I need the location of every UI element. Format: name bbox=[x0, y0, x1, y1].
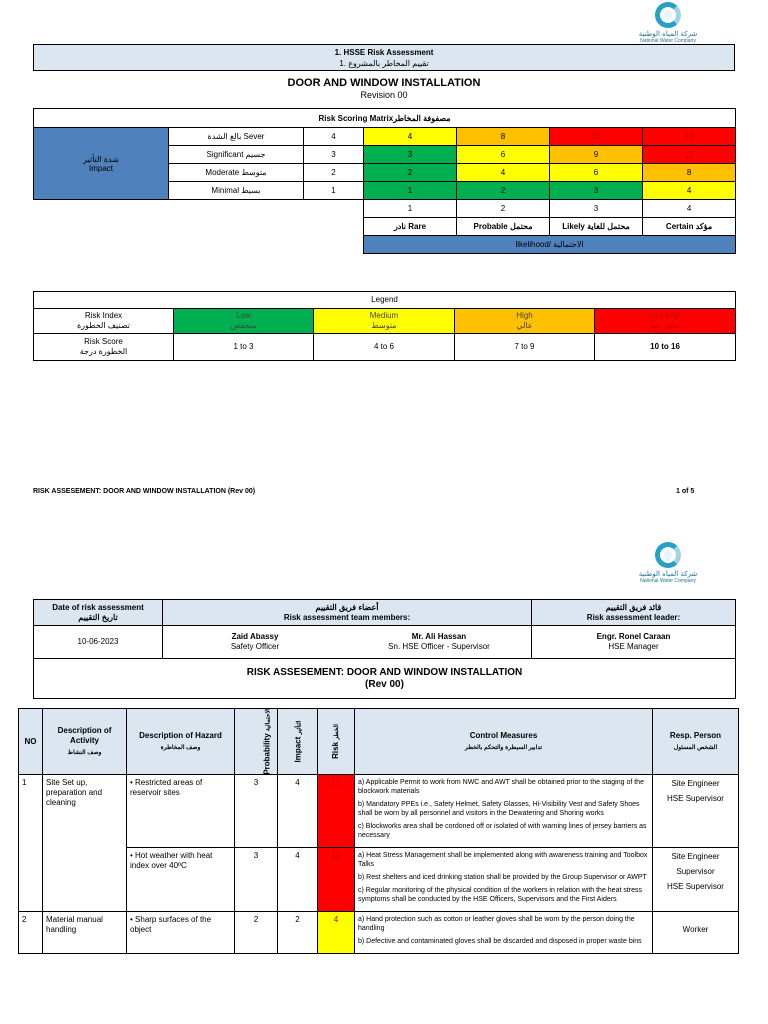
impact-row-label: Significant جسيم bbox=[169, 146, 304, 164]
impact-row-label: Moderate متوسط bbox=[169, 164, 304, 182]
risk-header-en: Risk bbox=[330, 741, 340, 759]
probability-value: 2 bbox=[235, 912, 278, 954]
page-footer-title: RISK ASSESEMENT: DOOR AND WINDOW INSTALLATION (Rev 00) bbox=[33, 488, 256, 495]
risk-index-en: Risk Index bbox=[84, 311, 123, 320]
control-item: a) Applicable Permit to work from NWC and AWT shall be obtained prior to the staging of the blockwork materials bbox=[358, 779, 644, 795]
likelihood-label: Probable محتمل bbox=[457, 218, 550, 236]
date-label-en: Date of risk assessment bbox=[52, 602, 144, 612]
control-measures bbox=[355, 848, 653, 912]
impact-label-en: Impact bbox=[88, 163, 113, 173]
hazard-item: • Hot weather with heat index over 40ºC bbox=[130, 851, 231, 871]
control-item: a) Hand protection such as cotton or leather gloves shall be worn by the person doing the handling bbox=[358, 916, 635, 932]
logo-english-text: National Water Company bbox=[640, 578, 696, 584]
level-ar: عالي جدا bbox=[650, 321, 680, 330]
leader-label-en: Risk assessment leader: bbox=[586, 612, 681, 622]
resp-header-ar: الشخص المسئول bbox=[673, 744, 718, 751]
member-role: Safety Officer bbox=[230, 642, 280, 651]
revision-label: Revision 00 bbox=[360, 90, 408, 100]
legend-title: Legend bbox=[34, 292, 736, 309]
activity-header-en: Description of Activity bbox=[57, 725, 112, 745]
likelihood-number: 3 bbox=[550, 200, 643, 218]
likelihood-number: 2 bbox=[457, 200, 550, 218]
date-header bbox=[34, 600, 163, 626]
level-en: Low bbox=[236, 311, 251, 320]
matrix-cell: 8 bbox=[457, 128, 550, 146]
risk-value: 12 bbox=[318, 848, 355, 912]
level-ar: عالي bbox=[516, 321, 533, 330]
risk-index-ar: تصنيف الخطورة bbox=[76, 321, 131, 330]
leader-name: Engr. Ronel Caraan bbox=[596, 632, 671, 641]
impact-value: 4 bbox=[278, 848, 318, 912]
matrix-cell: 4 bbox=[643, 182, 736, 200]
activity-description: Material manual handling bbox=[43, 912, 127, 954]
resp-name: Supervisor bbox=[676, 867, 715, 876]
document-revision: (Rev 00) bbox=[365, 678, 404, 690]
control-measures bbox=[355, 912, 653, 954]
impact-row-label: بالغ الشدة Sever bbox=[169, 128, 304, 146]
impact-label-ar: شدة التأثير bbox=[83, 154, 119, 164]
likelihood-label: نادر Rare bbox=[364, 218, 457, 236]
matrix-cell: 2 bbox=[457, 182, 550, 200]
control-item: b) Mandatory PPEs i.e., Safety Helmet, Safety Glasses, Hi-Visibility Vest and Safety Shoes shall be worn by all personnel and visitors in the Dewatering and Shoring works bbox=[358, 801, 640, 817]
control-item: b) Rest shelters and iced drinking station shall be provided by the Group Supervisor or AWPT bbox=[358, 874, 647, 881]
document-title bbox=[34, 659, 736, 699]
table-row bbox=[19, 848, 739, 912]
matrix-cell: 2 bbox=[364, 164, 457, 182]
matrix-cell: 8 bbox=[643, 164, 736, 182]
hazard-description bbox=[127, 912, 235, 954]
likelihood-number: 4 bbox=[643, 200, 736, 218]
member-name: Mr. Ali Hassan bbox=[411, 632, 467, 641]
hazard-item: • Sharp surfaces of the object bbox=[130, 915, 231, 935]
section-header-ar: تقييم المخاطر بالمشروع .1 bbox=[339, 59, 429, 68]
level-ar: منخفض bbox=[230, 321, 257, 330]
control-header-ar: تدابير السيطرة والتحكم بالخطر bbox=[464, 744, 543, 751]
hazard-header-ar: وصف المخاطرة bbox=[160, 744, 201, 751]
impact-row-value: 2 bbox=[304, 164, 364, 182]
risk-index-label bbox=[34, 309, 174, 334]
col-header-no: NO bbox=[19, 709, 43, 775]
legend-level-very-high bbox=[595, 309, 736, 334]
col-header-impact bbox=[278, 709, 318, 775]
matrix-cell: 4 bbox=[364, 128, 457, 146]
matrix-spacer bbox=[34, 218, 364, 236]
matrix-cell: 1 bbox=[364, 182, 457, 200]
responsible-person bbox=[653, 775, 739, 848]
matrix-cell: 9 bbox=[550, 146, 643, 164]
hazard-header-en: Description of Hazard bbox=[139, 730, 222, 740]
resp-name: Site Engineer bbox=[671, 779, 720, 788]
member-name: Zaid Abassy bbox=[231, 632, 279, 641]
risk-score-ar: الخطورة درجة bbox=[79, 347, 128, 356]
leader-label-ar: قائد فريق التقييم bbox=[605, 602, 662, 612]
risk-value: 4 bbox=[318, 912, 355, 954]
col-header-probability bbox=[235, 709, 278, 775]
risk-header-ar: الخطر bbox=[333, 724, 340, 740]
control-item: c) Blockworks area shall be cordoned off or isolated of with warning lines of jersey barriers as necessary bbox=[358, 823, 647, 839]
col-header-activity bbox=[43, 709, 127, 775]
impact-value: 4 bbox=[278, 775, 318, 848]
impact-row-label: Minimal بسيط bbox=[169, 182, 304, 200]
impact-row-value: 3 bbox=[304, 146, 364, 164]
control-item: c) Regular monitoring of the physical condition of the workers in relation with the heat stress symptoms shall be conducted by the HSE Officers, Supervisors and the First Aiders bbox=[358, 887, 643, 903]
impact-header-en: Impact bbox=[293, 736, 303, 763]
matrix-cell: 3 bbox=[550, 182, 643, 200]
team-leader bbox=[532, 626, 736, 659]
likelihood-label: Likely محتمل للغاية bbox=[550, 218, 643, 236]
matrix-cell: 16 bbox=[643, 128, 736, 146]
risk-score-range: 4 to 6 bbox=[314, 334, 455, 361]
date-label-ar: تاريخ التقييم bbox=[78, 612, 118, 622]
matrix-cell: 12 bbox=[643, 146, 736, 164]
hazard-description bbox=[127, 775, 235, 848]
section-header bbox=[33, 44, 735, 71]
probability-header-ar: الاحتمالية bbox=[265, 708, 272, 732]
resp-header-en: Resp. Person bbox=[669, 730, 722, 740]
resp-name: Worker bbox=[682, 925, 709, 934]
matrix-caption: Risk Scoring Matrixمصفوفة المخاطر bbox=[34, 109, 736, 128]
activity-header-ar: وصف النشاط bbox=[67, 749, 102, 756]
risk-score-range: 1 to 3 bbox=[174, 334, 314, 361]
team-label-ar: أعضاء فريق التقييم bbox=[315, 602, 379, 612]
section-header-en: 1. HSSE Risk Assessment bbox=[334, 48, 434, 57]
resp-name: Site Engineer bbox=[671, 852, 720, 861]
responsible-person bbox=[653, 848, 739, 912]
impact-value: 2 bbox=[278, 912, 318, 954]
impact-row-value: 4 bbox=[304, 128, 364, 146]
company-logo bbox=[628, 542, 708, 584]
assessment-info-table bbox=[33, 599, 736, 699]
col-header-risk bbox=[318, 709, 355, 775]
table-row bbox=[19, 775, 739, 848]
responsible-person bbox=[653, 912, 739, 954]
risk-legend bbox=[33, 291, 736, 361]
matrix-cell: 12 bbox=[550, 128, 643, 146]
resp-name: HSE Supervisor bbox=[667, 794, 724, 803]
water-drop-icon bbox=[655, 2, 681, 28]
legend-level-low bbox=[174, 309, 314, 334]
risk-assessment-table bbox=[18, 708, 739, 954]
level-en: Very High bbox=[647, 311, 683, 320]
matrix-cell: 4 bbox=[457, 164, 550, 182]
hazard-item: • Restricted areas of reservoir sites bbox=[130, 778, 231, 798]
impact-header-ar: التأثير bbox=[296, 720, 303, 735]
risk-value: 12 bbox=[318, 775, 355, 848]
activity-description: Site Set up, preparation and cleaning bbox=[43, 775, 127, 912]
water-drop-icon bbox=[655, 542, 681, 568]
row-number: 1 bbox=[19, 775, 43, 912]
risk-score-range: 7 to 9 bbox=[455, 334, 595, 361]
impact-row-value: 1 bbox=[304, 182, 364, 200]
matrix-spacer bbox=[34, 236, 364, 254]
team-members bbox=[163, 626, 532, 659]
team-label-en: Risk assessment team members: bbox=[283, 612, 411, 622]
risk-score-en: Risk Score bbox=[84, 337, 123, 346]
member-role: Sn. HSE Officer - Supervisor bbox=[388, 642, 490, 651]
matrix-spacer bbox=[34, 200, 364, 218]
matrix-cell: 3 bbox=[364, 146, 457, 164]
risk-score-range: 10 to 16 bbox=[595, 334, 736, 361]
col-header-control bbox=[355, 709, 653, 775]
probability-header-en: Probability bbox=[262, 733, 272, 775]
logo-arabic-text: شركة المياه الوطنية bbox=[638, 570, 698, 578]
leader-header bbox=[532, 600, 736, 626]
matrix-cell: 6 bbox=[457, 146, 550, 164]
leader-role: HSE Manager bbox=[608, 642, 659, 651]
matrix-cell: 6 bbox=[550, 164, 643, 182]
probability-value: 3 bbox=[235, 848, 278, 912]
probability-value: 3 bbox=[235, 775, 278, 848]
page-number: 1 of 5 bbox=[676, 488, 695, 495]
impact-axis-label bbox=[34, 128, 169, 200]
team-header bbox=[163, 600, 532, 626]
document-title-text: RISK ASSESEMENT: DOOR AND WINDOW INSTALLATION bbox=[246, 666, 523, 678]
control-item: a) Heat Stress Management shall be implemented along with awareness training and Toolbox Talks bbox=[358, 852, 648, 868]
control-item: b) Defective and contaminated gloves shall be discarded and disposed in proper waste bins bbox=[358, 938, 642, 945]
risk-score-label bbox=[34, 334, 174, 361]
table-row bbox=[19, 912, 739, 954]
logo-arabic-text: شركة المياه الوطنية bbox=[638, 30, 698, 38]
hazard-description bbox=[127, 848, 235, 912]
risk-scoring-matrix bbox=[33, 108, 736, 254]
level-ar: متوسط bbox=[371, 321, 397, 330]
col-header-hazard bbox=[127, 709, 235, 775]
level-en: High bbox=[516, 311, 533, 320]
likelihood-label: Certain مؤكد bbox=[643, 218, 736, 236]
likelihood-number: 1 bbox=[364, 200, 457, 218]
assessment-date: 10-06-2023 bbox=[34, 626, 163, 659]
row-number: 2 bbox=[19, 912, 43, 954]
legend-level-medium bbox=[314, 309, 455, 334]
level-en: Medium bbox=[369, 311, 399, 320]
col-header-resp bbox=[653, 709, 739, 775]
legend-level-high bbox=[455, 309, 595, 334]
page-title: DOOR AND WINDOW INSTALLATION bbox=[287, 77, 481, 89]
resp-name: HSE Supervisor bbox=[667, 882, 724, 891]
control-measures bbox=[355, 775, 653, 848]
control-header-en: Control Measures bbox=[469, 730, 538, 740]
logo-english-text: National Water Company bbox=[640, 38, 696, 44]
likelihood-axis-label: likelihood/ الاحتمالية bbox=[364, 236, 736, 254]
company-logo bbox=[628, 2, 708, 44]
